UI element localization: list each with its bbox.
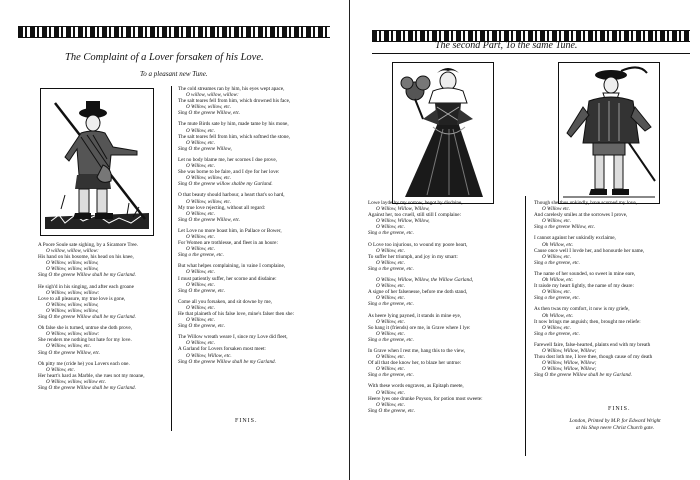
verse-line: O Willow, etc. — [376, 318, 406, 325]
stanza — [534, 342, 652, 379]
column-divider — [171, 86, 172, 431]
verse-line: Sing O the greene Willow, etc. — [38, 349, 101, 356]
verse-line: O Willow, etc. — [376, 247, 406, 254]
verse-line: O Willow, willow, etc. — [186, 175, 232, 182]
stanza — [178, 228, 294, 258]
verse-line: Sing O the greene, etc. — [368, 407, 416, 414]
verse-line: The salt teares fell from him, which softned the stone, — [178, 133, 290, 140]
verse-line: Sing O the greene, etc. — [178, 323, 226, 330]
stanza — [368, 313, 483, 343]
verse-line: Heere lyes one drunke Poyson, for potion most sweete: — [368, 395, 483, 402]
verse-line: Oh Willow, etc. — [542, 312, 574, 319]
stanza — [534, 271, 652, 301]
woodcut-lady-with-flowers-icon — [392, 62, 494, 204]
verse-column-left — [38, 242, 145, 396]
verse-line: Sing o the greene Willow, etc. — [534, 224, 596, 231]
stanza — [178, 334, 294, 364]
verse-line: So hang it (friends) ore me, in Grave where I lye: — [368, 324, 471, 331]
verse-line: To suffer her triumph, and joy in my smart: — [368, 253, 458, 260]
verse-line: O Willow, etc. — [376, 224, 406, 231]
verse-line: She was borne to be faire, and I dye for her love: — [178, 169, 280, 176]
verse-line: O Willow, willow, willow: — [46, 331, 100, 338]
verse-line: Oh false she is turned, untrue she doth prove, — [38, 325, 132, 332]
verse-line: O Willow, willow, willow etc. — [46, 378, 107, 385]
verse-line: Her heart's hard as Marble, she rues not my moane, — [38, 372, 145, 379]
verse-line: O Willow, etc. — [376, 330, 406, 337]
verse-line: O Willow, willow, willow, — [46, 307, 99, 314]
verse-line: O Willow, Willow, Willow, the Willow Garland, — [376, 277, 474, 284]
verse-line: And carelesly smiles at the sorrowes I prove, — [534, 212, 628, 219]
verse-line: Sing o the greene, etc. — [368, 372, 414, 379]
imprint-line: London, Printed by M.P. for Edward Wright — [569, 418, 661, 424]
verse-line: With these words engraven, as Epitaph meete, — [368, 383, 464, 390]
verse-line: O Willow, etc. — [186, 246, 216, 253]
verse-line: As heere lying payned, it stands in mine eye, — [368, 312, 462, 319]
verse-line: Sing O the greene, etc. — [178, 287, 226, 294]
verse-line: O Willow, etc. — [186, 269, 216, 276]
verse-line: Sing o the greene, etc. — [368, 336, 414, 343]
verse-line: O Willow etc. — [542, 206, 571, 213]
verse-line: O Willow, etc. — [376, 389, 406, 396]
woodcut-man-with-staff-icon — [40, 88, 154, 236]
verse-line: O Willow, Willow, Willow; — [542, 360, 597, 367]
verse-line: Sing O the greene Willow, etc. — [178, 216, 241, 223]
verse-line: O Willow, etc. — [376, 295, 406, 302]
verse-line: Let Love no more boast him, in Pallace or Bower, — [178, 227, 282, 234]
verse-line: It now brings me anguish; then, brought me reliefe: — [534, 318, 641, 325]
verse-line: O Willow, etc. — [186, 210, 216, 217]
verse-column-right — [178, 86, 294, 370]
verse-line: O Willow, Willow, etc. — [186, 352, 232, 359]
stanza — [534, 306, 652, 336]
stanza — [368, 242, 483, 272]
verse-line: In Grave when I rest me, hang this to the view, — [368, 347, 466, 354]
verse-line: O Willow, etc. — [542, 218, 572, 225]
stanza — [178, 263, 294, 293]
verse-line: Love to all pleasure, my true love is gone, — [38, 295, 126, 302]
verse-line: Cause once well I lovde her, and honourde her name, — [534, 247, 645, 254]
verse-line: Sing o the greene, etc. — [368, 230, 414, 237]
imprint — [540, 418, 690, 431]
verse-line: It raisde my heart lightly, the name of my deare: — [534, 283, 634, 290]
verse-line: O willow, willow, willow: — [46, 248, 99, 255]
column-divider — [525, 196, 526, 456]
verse-line: Of all that doe know her, to blaze her untrue: — [368, 360, 462, 367]
verse-line: My true love rejecting, without all regard: — [178, 204, 266, 211]
stanza — [38, 284, 145, 321]
stanza — [178, 157, 294, 187]
verse-line: O Willow, willow, willow, — [46, 266, 99, 273]
verse-line: O Willow, willow, etc. — [186, 198, 232, 205]
second-part-title: The second Part, To the same Tune. — [435, 40, 578, 51]
verse-line: Sing o the greene, etc. — [368, 301, 414, 308]
verse-line: Sing O the greene Willow, etc. — [178, 110, 241, 117]
verse-line: O Willow, etc. — [186, 304, 216, 311]
verse-line: O Willow, etc. — [376, 354, 406, 361]
stanza — [534, 235, 652, 265]
verse-line: O Willow, etc. — [542, 253, 572, 260]
verse-line: The Willow wreath weare I, since my Love did fleet, — [178, 334, 288, 341]
imprint-line: at his Shop neere Christ Church gate. — [575, 424, 655, 431]
verse-line: Oh pitty me (cride he) you Lovers each one. — [38, 360, 130, 367]
verse-line: Sing O the greene Willow, — [178, 145, 232, 152]
verse-line: Sing o the greene, etc. — [534, 259, 580, 266]
verse-line: O Willow, Willow, Willow, — [376, 206, 430, 213]
verse-line: O Love too injurious, to wound my poore heart, — [368, 241, 468, 248]
verse-line: O that beauty should harbour, a heart that's so hard, — [178, 192, 285, 199]
verse-line: Sing O the greene Willow shall be my Garland. — [534, 372, 632, 379]
verse-line: Lowe layde by my sorrow, begot by disdaine, — [368, 200, 463, 206]
finis-mark: FINIS. — [235, 418, 258, 424]
verse-line: A signe of her falsenesse, before me doth stand, — [368, 289, 468, 296]
verse-line: Against her, too cruell, still still I complaine: — [368, 212, 462, 219]
verse-line: Let no body blame me, her scornes I doe prove, — [178, 156, 277, 163]
verse-line: But what helpes complaining, in vaine I complaine, — [178, 263, 286, 270]
verse-line: The salt teares fell from him, which drowned his face, — [178, 98, 291, 105]
title-rule — [372, 53, 690, 54]
verse-line: O Willow, etc. — [186, 233, 216, 240]
verse-line: Sing o the greene, etc. — [534, 295, 580, 302]
verse-line: O Willow, etc. — [46, 366, 76, 373]
verse-line: O Willow, etc. — [376, 366, 406, 373]
verse-line: I cannot against her unkindly exclaime, — [534, 235, 616, 242]
verse-line: As then twas my comfort, it now is my griefe, — [534, 306, 630, 313]
top-ornament-border — [18, 26, 330, 38]
verse-line: The cold streames ran by him, his eyes wept apace, — [178, 86, 285, 92]
stanza — [368, 277, 483, 307]
verse-line: Sing O the greene Willow shall be my Garland. — [178, 358, 276, 365]
verse-line: O Willow, etc. — [186, 127, 216, 134]
stanza — [534, 200, 652, 230]
stanza — [368, 200, 483, 237]
verse-line: Oh Willow, etc. — [542, 241, 574, 248]
stanza — [178, 192, 294, 222]
verse-line: O Willow, etc. — [186, 281, 216, 288]
verse-line: Farewell faire, false-hearted, plaints end with my breath — [534, 341, 651, 348]
verse-line: O Willow, etc. — [542, 324, 572, 331]
verse-line: Sing o the greene, etc. — [534, 330, 580, 337]
stanza — [178, 299, 294, 329]
verse-line: Thou dost loth me, I love thee, though cause of my death — [534, 354, 653, 361]
verse-line: O Willow, etc. — [186, 163, 216, 170]
verse-line: O Willow, etc. — [376, 259, 406, 266]
verse-line: Sing O the greene Willow shall be my Garland. — [38, 314, 136, 321]
stanza — [368, 383, 483, 413]
verse-column-right — [534, 200, 652, 383]
tune-line: To a pleasant new Tune. — [140, 70, 208, 78]
verse-line: She renders me nothing but hate for my love. — [38, 337, 132, 344]
verse-line: Sing O the greene willow shalbe my Garland. — [178, 181, 273, 188]
right-page — [350, 0, 700, 480]
verse-line: He sigh'd in his singing, and after each groane — [38, 283, 134, 290]
verse-line: Though she thus unkindly, have scorned my love, — [534, 200, 637, 206]
stanza — [38, 242, 145, 279]
verse-line: Sing o the greene, etc. — [178, 252, 224, 259]
verse-line: O Willow, willow, etc. — [46, 343, 92, 350]
verse-line: O Willow, Willow, Willow; — [542, 347, 597, 354]
verse-line: O Willow, etc. — [542, 289, 572, 296]
verse-line: O Willow, willow, etc. — [186, 104, 232, 111]
verse-line: Sing O the greene Willow shall be my Garland. — [38, 384, 136, 391]
stanza — [368, 348, 483, 378]
verse-line: A Poore Soule sate sighing, by a Sicamore Tree. — [38, 242, 138, 248]
verse-line: Sing o the greene, etc. — [368, 265, 414, 272]
woodcut-gentleman-with-sword-icon — [558, 62, 660, 204]
stanza — [38, 361, 145, 391]
finis-mark: FINIS. — [608, 406, 631, 412]
verse-line: For Women are trothlesse, and fleet in an houre: — [178, 240, 278, 247]
verse-line: I must patiently suffer, her scorne and disdaine: — [178, 275, 277, 282]
ballad-title: The Complaint of a Lover forsaken of his Love. — [65, 52, 264, 63]
verse-line: O Willow, etc. — [376, 283, 406, 290]
verse-line: Sing O the greene Willow shall be my Garland. — [38, 272, 136, 279]
verse-line: O Willow, etc. — [376, 401, 406, 408]
verse-line: The name of her sounded, so sweet in mine eare, — [534, 270, 636, 277]
verse-line: O Willow, willow, willow, — [46, 260, 99, 267]
verse-line: His hand on his bosome, his head on his knee, — [38, 254, 134, 261]
verse-line: O willow, willow, willow: — [186, 92, 239, 99]
verse-line: Come all you forsaken, and sit downe by me, — [178, 298, 272, 305]
verse-column-left — [368, 200, 483, 419]
verse-line: O Willow, willow, willow, — [46, 301, 99, 308]
verse-line: The mute Birds sate by him, made tame by his mone, — [178, 121, 289, 128]
verse-line: O Willow, Willow, Willow; — [542, 366, 597, 373]
verse-line: O Willow, etc. — [186, 139, 216, 146]
verse-line: O Willow, etc. — [186, 317, 216, 324]
verse-line: A Garland for Lovers forsaken most meet: — [178, 346, 266, 353]
verse-line: Oh Willow, etc. — [542, 277, 574, 284]
stanza — [38, 325, 145, 355]
stanza — [178, 86, 294, 116]
verse-line: O Willow, etc. — [186, 340, 216, 347]
verse-line: He that plaineth of his false love, mine's falser then she: — [178, 311, 295, 317]
verse-line: O Willow, willow, willow: — [46, 289, 100, 296]
stanza — [178, 121, 294, 151]
verse-line: O Willow, Willow, Willow, — [376, 218, 430, 225]
